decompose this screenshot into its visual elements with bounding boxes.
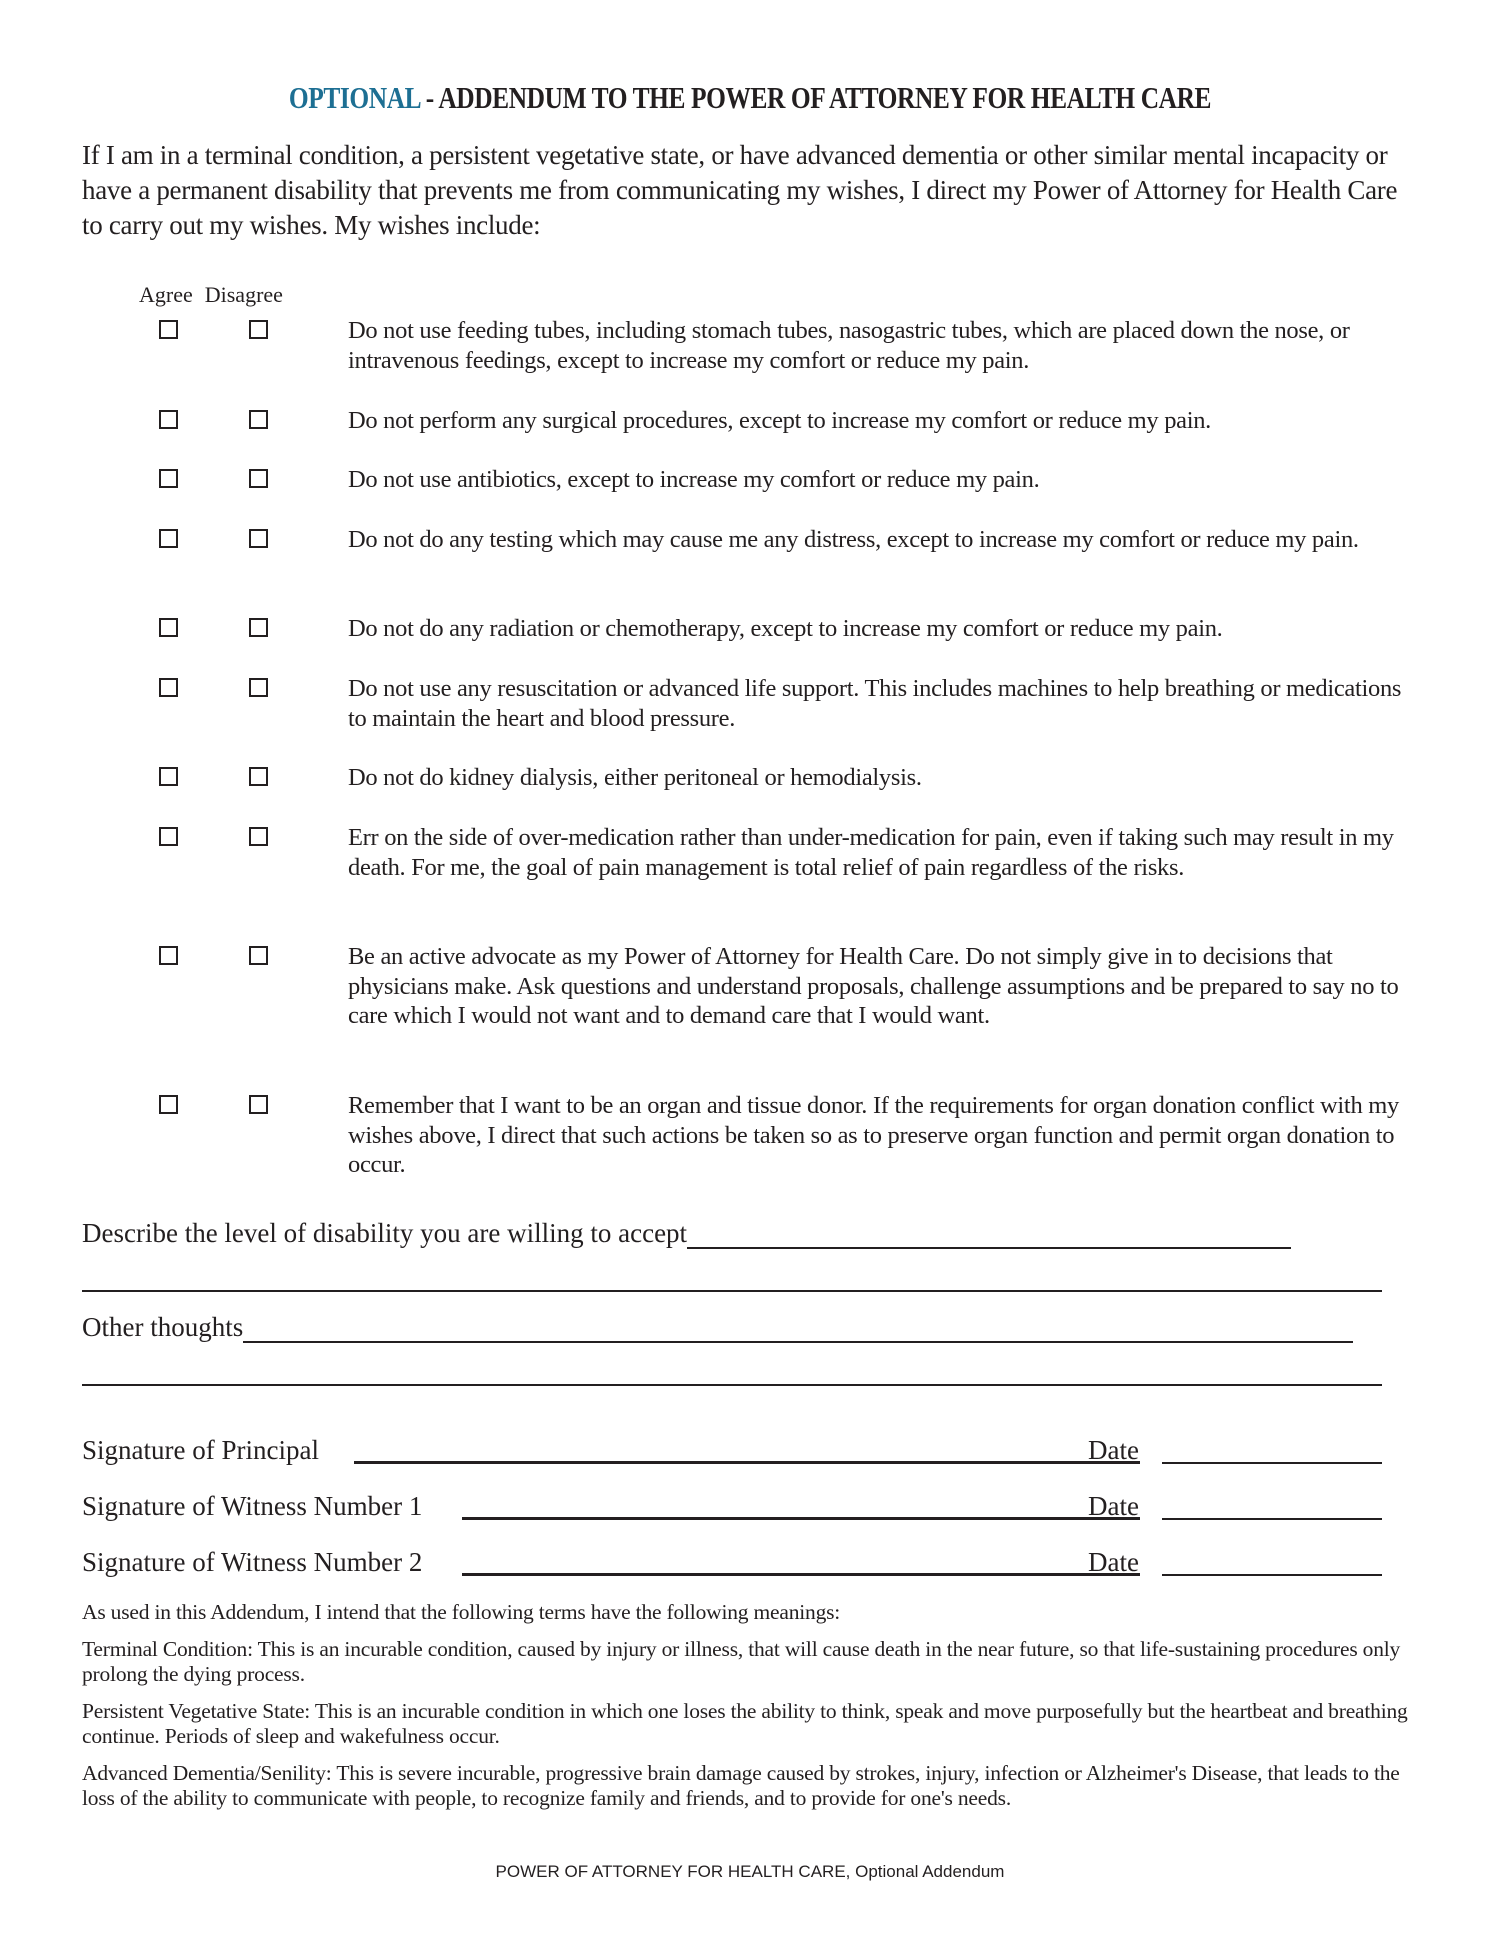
- definition-terminal-condition: Terminal Condition: This is an incurable condition, caused by injury or illness, that will cause death in the near future, so that life-sustaining procedures only prolong the dying process.: [82, 1637, 1401, 1686]
- disagree-checkbox[interactable]: [249, 410, 268, 429]
- signature-row-witness-2: [82, 1542, 1382, 1578]
- agree-column-label: Agree: [139, 282, 193, 307]
- wish-text: Do not use feeding tubes, including stomach tubes, nasogastric tubes, which are placed down the nose, or intravenous feedings, except to increase my comfort or reduce my pain.: [348, 317, 1350, 374]
- wish-text: Do not use any resuscitation or advanced life support. This includes machines to help breathing or medications to maintain the heart and blood pressure.: [348, 675, 1402, 732]
- page-title: [135, 80, 1365, 116]
- wish-text: Be an active advocate as my Power of Attorney for Health Care. Do not simply give in to decisions that physicians make. Ask questions and understand proposals, challenge assumptions and be prepared to say no to care which I would not want and to demand care that I would want.: [348, 943, 1399, 1029]
- agree-checkbox[interactable]: [159, 320, 178, 339]
- disagree-checkbox[interactable]: [249, 767, 268, 786]
- signature-row-principal: [82, 1430, 1382, 1466]
- signature-input[interactable]: [354, 1461, 1140, 1464]
- wish-text: Do not use antibiotics, except to increase my comfort or reduce my pain.: [348, 466, 1040, 493]
- title-text: - ADDENDUM TO THE POWER OF ATTORNEY FOR HEALTH CARE: [419, 80, 1212, 115]
- disagree-checkbox[interactable]: [249, 469, 268, 488]
- agree-checkbox[interactable]: [159, 767, 178, 786]
- signature-row-witness-1: [82, 1486, 1382, 1522]
- disability-field-row: [82, 1218, 1291, 1249]
- other-thoughts-input-line-2[interactable]: [82, 1384, 1382, 1386]
- wish-text: Do not do any testing which may cause me any distress, except to increase my comfort or reduce my pain.: [348, 526, 1359, 553]
- disagree-checkbox[interactable]: [249, 827, 268, 846]
- optional-label: OPTIONAL: [288, 80, 420, 115]
- agree-checkbox[interactable]: [159, 410, 178, 429]
- signature-input[interactable]: [462, 1573, 1140, 1576]
- column-headers: [139, 282, 295, 308]
- page-footer: POWER OF ATTORNEY FOR HEALTH CARE, Optional Addendum: [495, 1862, 1005, 1881]
- wish-text: Do not perform any surgical procedures, except to increase my comfort or reduce my pain.: [348, 407, 1211, 434]
- agree-checkbox[interactable]: [159, 1095, 178, 1114]
- signature-input[interactable]: [462, 1517, 1140, 1520]
- date-label: Date: [1088, 1435, 1139, 1465]
- other-thoughts-input[interactable]: [243, 1315, 1353, 1343]
- agree-checkbox[interactable]: [159, 827, 178, 846]
- agree-checkbox[interactable]: [159, 946, 178, 965]
- disability-label: Describe the level of disability you are willing to accept: [82, 1218, 688, 1248]
- disagree-checkbox[interactable]: [249, 1095, 268, 1114]
- date-input[interactable]: [1162, 1574, 1382, 1576]
- definition-persistent-vegetative-state: Persistent Vegetative State: This is an incurable condition in which one loses the ability to think, speak and move purposefully but the heartbeat and breathing continue. Periods of sleep and wakefulness occur.: [82, 1699, 1408, 1748]
- wish-text: Do not do kidney dialysis, either peritoneal or hemodialysis.: [348, 764, 922, 791]
- disagree-checkbox[interactable]: [249, 529, 268, 548]
- wish-text: Remember that I want to be an organ and tissue donor. If the requirements for organ donation conflict with my wishes above, I direct that such actions be taken so as to preserve organ function and permit organ donation to occur.: [348, 1092, 1399, 1178]
- agree-checkbox[interactable]: [159, 618, 178, 637]
- agree-checkbox[interactable]: [159, 529, 178, 548]
- date-input[interactable]: [1162, 1462, 1382, 1464]
- signature-label: Signature of Principal: [82, 1435, 319, 1465]
- agree-checkbox[interactable]: [159, 678, 178, 697]
- definition-advanced-dementia: Advanced Dementia/Senility: This is severe incurable, progressive brain damage caused by strokes, injury, infection or Alzheimer's Disease, that leads to the loss of the ability to communicate with people, to recognize family and friends, and to provide for one's needs.: [82, 1761, 1400, 1810]
- agree-checkbox[interactable]: [159, 469, 178, 488]
- signature-label: Signature of Witness Number 2: [82, 1547, 423, 1577]
- disability-input-line-2[interactable]: [82, 1290, 1382, 1292]
- wish-text: Err on the side of over-medication rather than under-medication for pain, even if taking such may result in my death. For me, the goal of pain management is total relief of pain regardless of the risks.: [348, 824, 1394, 881]
- other-thoughts-label: Other thoughts: [82, 1312, 244, 1342]
- intro-paragraph: If I am in a terminal condition, a persistent vegetative state, or have advanced dementia or other similar mental incapacity or have a permanent disability that prevents me from communicating my wishes, I direct my Power of Attorney for Health Care to carry out my wishes. My wishes include:: [82, 140, 1398, 240]
- disagree-checkbox[interactable]: [249, 678, 268, 697]
- date-label: Date: [1088, 1547, 1139, 1577]
- wish-text: Do not do any radiation or chemotherapy, except to increase my comfort or reduce my pain.: [348, 615, 1223, 642]
- disagree-column-label: Disagree: [204, 282, 283, 307]
- disagree-checkbox[interactable]: [249, 618, 268, 637]
- date-input[interactable]: [1162, 1518, 1382, 1520]
- other-thoughts-row: [82, 1312, 1353, 1343]
- disagree-checkbox[interactable]: [249, 320, 268, 339]
- signature-label: Signature of Witness Number 1: [82, 1491, 423, 1521]
- definitions-intro: As used in this Addendum, I intend that the following terms have the following meanings:: [82, 1600, 841, 1624]
- disagree-checkbox[interactable]: [249, 946, 268, 965]
- disability-input[interactable]: [687, 1221, 1291, 1249]
- date-label: Date: [1088, 1491, 1139, 1521]
